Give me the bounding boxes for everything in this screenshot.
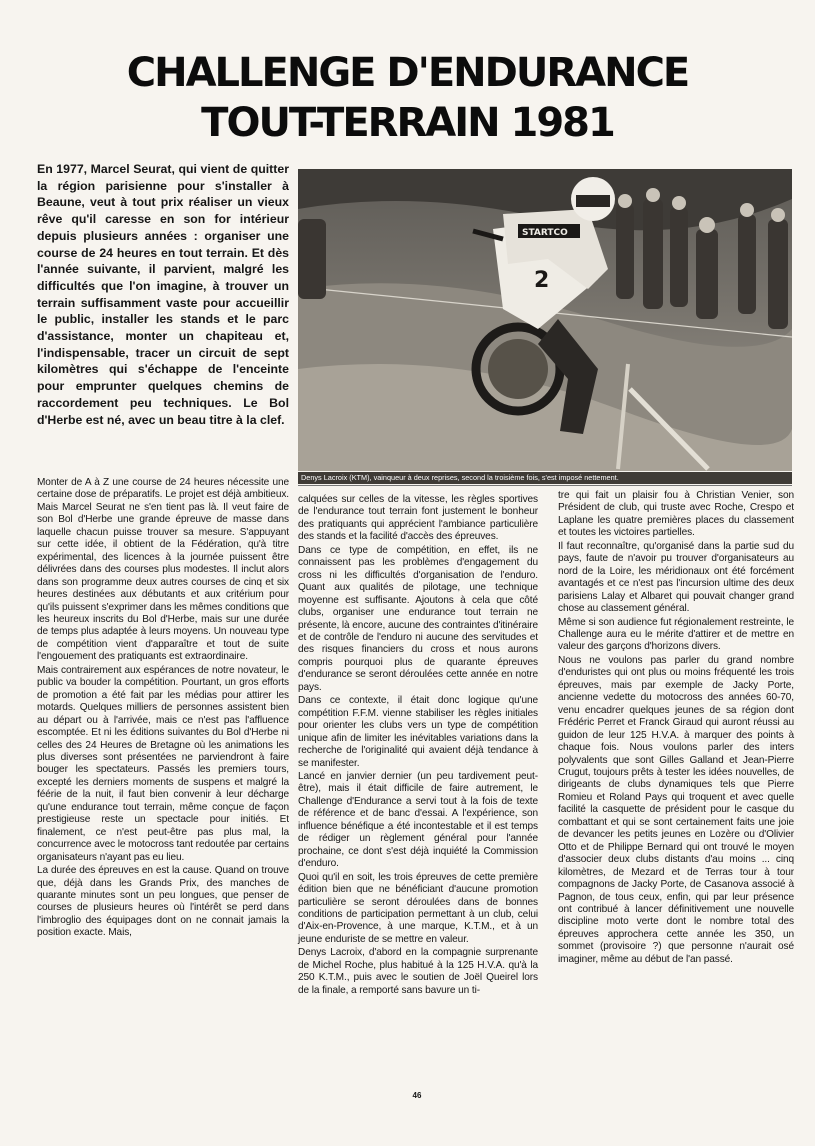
lead-paragraph: En 1977, Marcel Seurat, qui vient de quitter la région parisienne pour s'installer à Beaune, veut à tout prix réaliser un vieux rêve qu'il caresse en son for intérieur depuis plusieurs années : organiser une course de 24 heures en tout terrain. Et dès l'année suivante, il parvient, malgré les difficultés que l'on imagine, à trouver un terrain suffisamment vaste pour accueillir le public, installer les stands et le parc d'assistance, monter un chapiteau et, l'indispensable, tracer un circuit de sept kilomètres qui s'échappe de l'enceinte pour emprunter quelques chemins de raccordement peu techniques. Le Bol d'Herbe est né, avec un beau titre à la clef. <box>37 162 289 427</box>
article-title-line-1: CHALLENGE D'ENDURANCE <box>126 50 689 96</box>
plate-number: 2 <box>534 268 550 293</box>
body-column-3 <box>558 490 794 967</box>
paragraph: Monter de A à Z une course de 24 heures nécessite une certaine dose de préparatifs. Le projet est déjà ambitieux. Mais Marcel Seurat ne s'en tient pas là. Il veut faire de son Bol d'Herbe une grande épreuve de masse dans laquelle chacun puisse trouver sa mesure. S'appuyant sur cette idée, il obtient de la Fédération, qu'à titre expérimental, des licences à la journée puissent être délivrées dans des courses plus modestes. Il inclut alors dans son programme deux autres courses de cinq et six heures destinées aux débutants et aux critérium pour qu'ils puissent s'exprimer dans les mêmes conditions que les heureux inscrits du Bol d'Herbe, mais sur une durée de temps plus adaptée à leurs moyens. Un nouveau type de compétition vient d'apparaître et tout de suite l'engouement des pratiquants est extraordinaire. <box>37 477 289 663</box>
paragraph: tre qui fait un plaisir fou à Christian Venier, son Président de club, qui truste avec Roche, Crespo et Laplane les quatre premières places du classement et toutes les victoires partielles. <box>558 490 794 539</box>
paragraph: Il faut reconnaître, qu'organisé dans la partie sud du pays, faute de n'avoir pu trouver d'organisateurs au nord de la Loire, les méridionaux ont été forcément avantagés et ce n'est pas l'incursion ultime des deux parisiens Lalay et Albaret qui pouvait changer grand chose au classement général. <box>558 540 794 615</box>
paragraph: Mais contrairement aux espérances de notre novateur, le public va bouder la compétition. Pourtant, un gros efforts de promotion a été fait par les médias pour attirer les motards. Quelques milliers de personnes assistent bien au départ ou à l'arrivée, mais ce n'est pas l'affluence escomptée. Et ni les éditions suivantes du Bol d'Herbe ni celles des 24 Heures de Bretagne où les animations les plus diverses sont présentées ne parviendront à faire bouger les spectateurs. Passés les premiers tours, excepté les derniers moments de suspens et malgré la féérie de la nuit, il faut bien convenir à leur décharge qu'une endurance tout terrain, même conçue de façon prestigieuse reste un spectacle pour initiés. Et finalement, ce n'est peut-être pas plus mal, la concurrence avec le motocross tant redoutée par certains organisateurs n'ayant pas eu lieu. <box>37 664 289 863</box>
body-column-2 <box>298 494 538 998</box>
paragraph: La durée des épreuves en est la cause. Quand on trouve que, déjà dans les Grands Prix, des manches de quarante minutes sont un peu longues, que penser de courses de plusieurs heures où l'intérêt se perd dans l'imbroglio des équipages dont on ne connait jamais la position exacte. Mais, <box>37 865 289 939</box>
race-photo-illustration <box>298 169 792 471</box>
paragraph: Même si son audience fut régionalement restreinte, le Challenge aura eu le mérite d'attirer et de mettre en valeur des garçons d'horizons divers. <box>558 616 794 653</box>
paragraph: Lancé en janvier dernier (un peu tardivement peut-être), mais il était difficile de faire autrement, le Challenge d'Endurance a servi tout à la fois de texte de référence et de banc d'essai. A l'expérience, son influence bénéfique a été incontestable et il est temps de rédiger un règlement général pour l'année prochaine, ce dont s'est déjà inquiété la Commission d'enduro. <box>298 770 538 870</box>
photo-caption: Denys Lacroix (KTM), vainqueur à deux reprises, second la troisième fois, s'est imposé nettement. <box>298 472 792 484</box>
page-number: 46 <box>412 1091 422 1100</box>
paragraph: Dans ce contexte, il était donc logique qu'une compétition F.F.M. vienne stabiliser les règles initiales pour orienter les clubs vers un type de compétition unique afin de limiter les inévitables variations dans la recherche de l'originalité qui avaient déjà tendance à se manifester. <box>298 695 538 769</box>
caption-divider <box>298 485 792 486</box>
article-title-line-2: TOUT-TERRAIN 1981 <box>201 100 614 146</box>
paragraph: calquées sur celles de la vitesse, les règles sportives de l'endurance tout terrain font justement le bonheur des pratiquants qui apprécient l'ambiance particulière des stands et la facilité d'accès des épreuves. <box>298 494 538 543</box>
bike-brand: STARTCO <box>522 228 568 238</box>
race-photo <box>298 169 792 471</box>
body-column-1 <box>37 477 289 941</box>
paragraph: Nous ne voulons pas parler du grand nombre d'enduristes qui ont plus ou moins fréquenté les trois épreuves, mais par exemple de Jacky Porte, ancienne vedette du motocross des années 60-70, venu encadrer quelques jeunes de sa région dont Frédéric Perret et Franck Giraud qui auront réussi au guidon de leur 125 H.V.A. à marquer des points à chaque fois. Nous voulons parler des inters polyvalents que sont Gilles Galland et Jean-Pierre Crugut, toujours prêts à tester les idées nouvelles, de dirigeants de clubs dynamiques tels que Pierre Romieu et Roland Pays qui troquent et avec quelle facilité la casquette de président pour le casque du combattant et qui se sont certainement faits une joie de devancer les petits jeunes en Lozère ou d'Olivier Otto et de Philippe Bernard qui ont trouvé le moyen d'associer deux clubs distants d'au moins ... cinq kilomètres, de Mezard et de Terras tour à tour compagnons de Jacky Porte, de Casanova associé à Pagnon, de tous ceux, enfin, qui par leur présence ont contribué à lancer définitivement une nouvelle discipline moto verte dont le nombre total des épreuves approchera cette année les 350, un sommet (provisoire ?) que personne n'aurait osé imaginer, même au début de l'an passé. <box>558 654 794 965</box>
paragraph: Dans ce type de compétition, en effet, ils ne connaissent pas les problèmes d'engagement du cross ni les difficultés d'organisation de l'enduro. Quant aux qualités de pilotage, une technique moyenne est suffisante. Ajoutons à cela que côté clubs, organiser une endurance tout terrain ne présente, là encore, aucune des contraintes d'itinéraire et de contrôle de l'enduro ni aucune des servitudes et des risques financiers du cross et nous aurons compris pourquoi plus de quarante épreuves d'endurance se seront déroulées cette année en notre pays. <box>298 544 538 693</box>
paragraph: Quoi qu'il en soit, les trois épreuves de cette première édition bien que ne bénéficiant d'aucune promotion particulière se seront déroulées dans de bonnes conditions de participation permettant à un club, celui d'Aix-en-Provence, à une marque, K.T.M., et à un jeune enduriste de se mettre en valeur. <box>298 871 538 945</box>
paragraph: Denys Lacroix, d'abord en la compagnie surprenante de Michel Roche, plus habitué à la 125 H.V.A. qu'à la 250 K.T.M., puis avec le soutien de Joël Queirel lors de la finale, a remporté sans bavure un ti- <box>298 947 538 996</box>
